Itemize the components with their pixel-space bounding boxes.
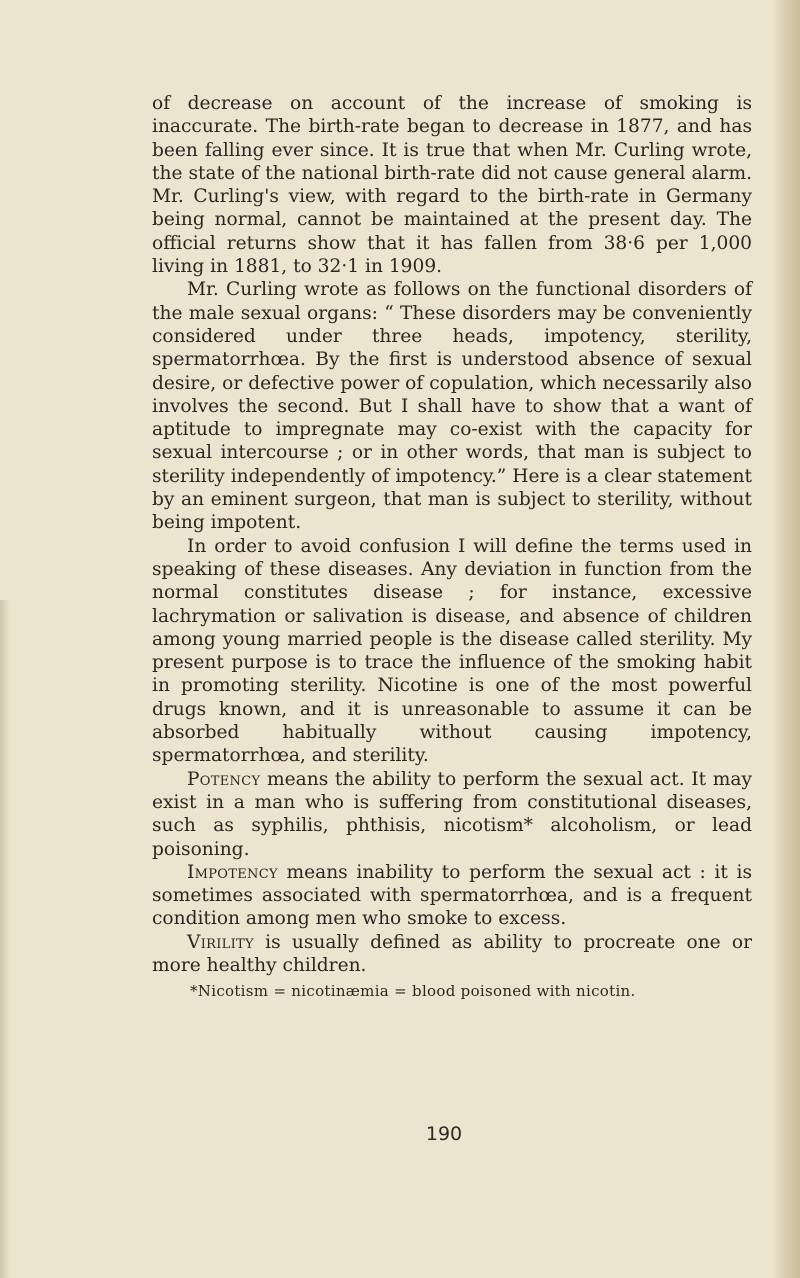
curling-paragraph: Mr. Curling wrote as follows on the functional disorders of the male sexual organs: “ These disorders may be conveniently considered under three heads, impotency, sterility, spermatorrhœa. By the first is understood absence of sexual desire, or defective power of copulation, which necessarily also involves the second. But I shall have to show that a want of aptitude to impregnate may co-exist with the capacity for sexual intercourse ; or in other words, that man is subject to sterility independently of impotency.” Here is a clear statement by an eminent surgeon, that man is subject to sterility, without being impotent.: [152, 279, 752, 534]
potency-term: Potency: [187, 768, 261, 790]
potency-definition: means the ability to perform the sexual act. It may exist in a man who is suffering from constitutional diseases, such as syphilis, phthisis, nicotism* alcoholism, or lead poisoning.: [152, 768, 752, 860]
binding-shadow: [0, 600, 10, 1278]
page-edge-shadow: [772, 0, 800, 1278]
virility-term: Virility: [187, 931, 254, 953]
continuation-paragraph: of decrease on account of the increase of smoking is inaccurate. The birth-rate began to decrease in 1877, and has been falling ever since. It is true that when Mr. Curling wrote, the state of the national birth-rate did not cause general alarm. Mr. Curling's view, with regard to the birth-rate in Germany being normal, cannot be maintained at the present day. The official returns show that it has fallen from 38·6 per 1,000 living in 1881, to 32·1 in 1909.: [152, 93, 752, 278]
virility-paragraph: [152, 931, 752, 978]
page-number: 190: [425, 1123, 463, 1145]
potency-paragraph: [152, 768, 752, 861]
definitions-paragraph: In order to avoid confusion I will define the terms used in speaking of these diseases. Any deviation in function from the normal constitutes disease ; for instance, excessive lachrymation or salivation is disease, and absence of children among young married people is the disease called sterility. My present purpose is to trace the influence of the smoking habit in promoting sterility. Nicotine is one of the most powerful drugs known, and it is unreasonable to assume it can be absorbed habitually without causing impotency, spermatorrhœa, and sterility.: [152, 535, 752, 767]
impotency-term: Impotency: [187, 861, 278, 883]
virility-definition: is usually defined as ability to procreate one or more healthy children.: [152, 931, 752, 976]
impotency-definition: means inability to perform the sexual act : it is sometimes associated with spermatorrhœa, and is a frequent condition among men who smoke to excess.: [152, 861, 752, 930]
footnote: *Nicotism = nicotinæmia = blood poisoned with nicotin.: [190, 982, 636, 1001]
impotency-paragraph: [152, 861, 752, 931]
body-text: [152, 92, 752, 1001]
